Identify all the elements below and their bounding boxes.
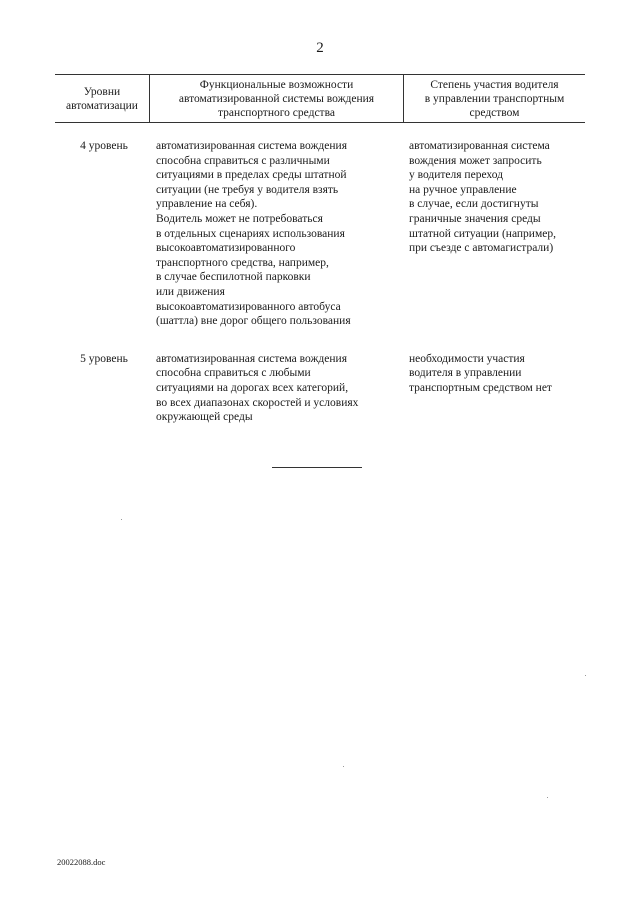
scan-speck [585, 675, 586, 676]
text-line: ситуациями в пределах среды штатной [156, 169, 347, 182]
text-line: штатной ситуации (например, [409, 227, 556, 240]
text-line: ситуациями на дорогах всех категорий, [156, 381, 349, 394]
text-line: способна справиться с любыми [156, 367, 311, 380]
scan-speck [547, 797, 548, 798]
capabilities-cell [149, 352, 404, 425]
header-text-line: автоматизированной системы вождения [178, 92, 375, 105]
header-text-line: Функциональные возможности [199, 78, 354, 91]
text-line: необходимости участия [409, 352, 525, 365]
header-text-line: транспортного средства [218, 106, 335, 119]
driver-participation-cell [404, 352, 585, 425]
text-line: ситуации (не требуя у водителя взять [156, 183, 339, 196]
text-line: высокоавтоматизированного автобуса [156, 300, 341, 313]
text-line: граничные значения среды [409, 212, 541, 225]
text-line: при съезде с автомагистрали) [409, 242, 554, 255]
level-cell: 4 уровень [80, 140, 128, 152]
text-line: автоматизированная система [409, 140, 550, 152]
text-line: высокоавтоматизированного [156, 242, 296, 255]
text-line: в случае беспилотной парковки [156, 271, 311, 284]
header-text-line: Уровни [83, 85, 121, 98]
text-line: во всех диапазонах скоростей и условиях [156, 396, 359, 409]
text-line: способна справиться с различными [156, 154, 330, 167]
scan-speck [121, 519, 122, 520]
level-cell: 5 уровень [80, 352, 128, 365]
text-line: у водителя переход [409, 169, 503, 182]
text-line: транспортным средством нет [409, 381, 552, 394]
driver-participation-cell [404, 139, 585, 329]
text-line: (шаттла) вне дорог общего пользования [156, 315, 351, 328]
header-text-line: в управлении транспортным [424, 92, 565, 105]
text-line: вождения может запросить [409, 154, 542, 167]
text-line: Водитель может не потребоваться [156, 212, 323, 225]
capabilities-cell [149, 139, 404, 329]
table-header [55, 74, 585, 123]
text-line: автоматизированная система вождения [156, 140, 347, 152]
text-line: транспортного средства, например, [156, 256, 329, 269]
table-row [55, 139, 585, 329]
text-line: в отдельных сценариях использования [156, 227, 345, 240]
text-line: или движения [156, 285, 225, 298]
scan-speck [343, 766, 344, 767]
header-capabilities [149, 75, 404, 122]
header-text-line: Степень участия водителя [430, 78, 559, 91]
header-text-line: средством [469, 106, 520, 119]
text-line: окружающей среды [156, 411, 253, 424]
footer-file-name: 20022088.doc [57, 857, 106, 867]
table-row [55, 352, 585, 425]
text-line: автоматизированная система вождения [156, 352, 347, 365]
text-line: на ручное управление [409, 183, 517, 196]
page-number: 2 [316, 40, 324, 56]
header-text-line: автоматизации [66, 99, 138, 112]
text-line: управление на себя). [156, 198, 258, 211]
header-levels [55, 75, 149, 122]
automation-levels-table [55, 74, 585, 425]
text-line: водителя в управлении [409, 367, 522, 380]
end-of-table-rule [272, 467, 362, 468]
header-driver-participation [404, 75, 585, 122]
text-line: в случае, если достигнуты [409, 198, 539, 211]
